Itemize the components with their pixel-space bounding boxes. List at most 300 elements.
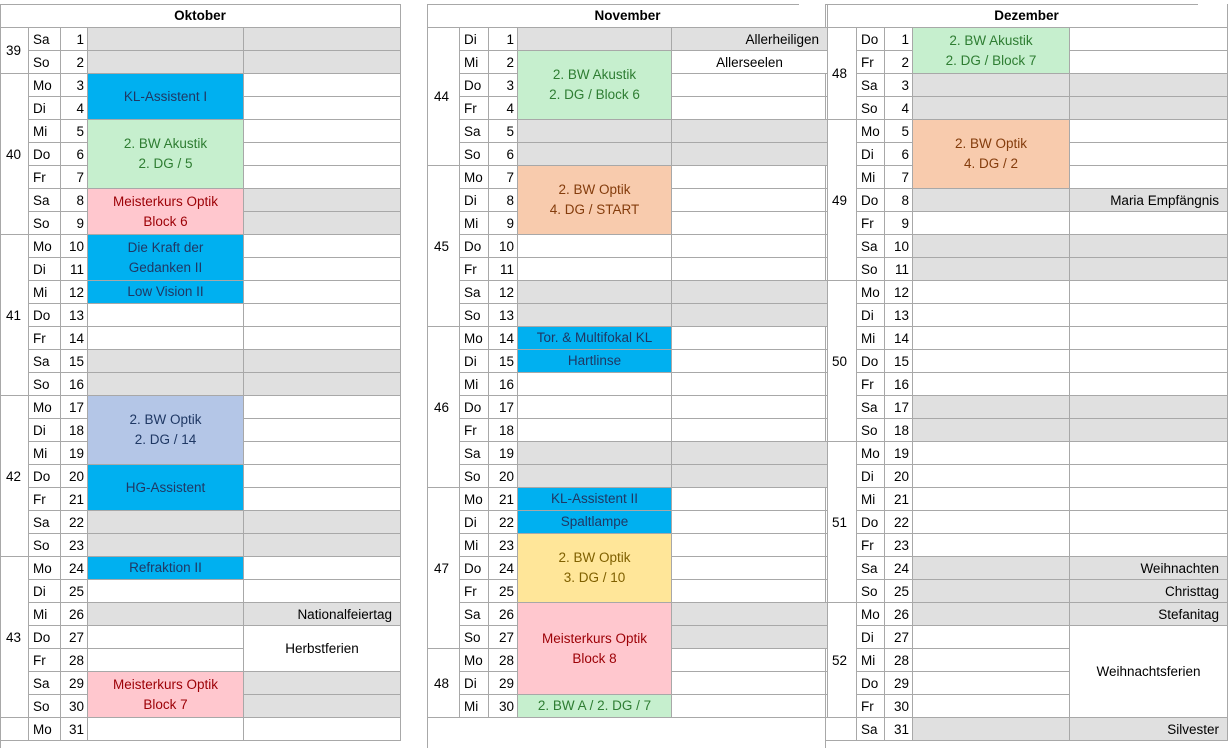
week-number-cell: 48	[826, 28, 857, 120]
date-cell: 20	[489, 465, 518, 488]
weekday-cell: Sa	[29, 350, 61, 373]
date-cell: 24	[885, 557, 913, 580]
week-number-cell	[826, 718, 857, 741]
event-slot[interactable]	[518, 373, 672, 396]
weekday-cell: Di	[460, 28, 489, 51]
course-event[interactable]: Hartlinse	[518, 350, 672, 373]
note-slot	[244, 166, 401, 189]
weekday-cell: So	[29, 534, 61, 557]
note-slot	[672, 396, 828, 419]
note-slot	[672, 350, 828, 373]
course-event[interactable]: 2. BW Akustik 2. DG / Block 7	[913, 28, 1070, 74]
weekday-cell: Do	[857, 350, 885, 373]
date-cell: 28	[61, 649, 88, 672]
date-cell: 6	[61, 143, 88, 166]
event-slot[interactable]	[88, 511, 244, 534]
course-event[interactable]: 2. BW Optik 4. DG / 2	[913, 120, 1070, 189]
note-slot	[672, 166, 828, 189]
date-cell: 4	[489, 97, 518, 120]
note-slot	[244, 580, 401, 603]
date-cell: 20	[61, 465, 88, 488]
note-slot	[1070, 281, 1228, 304]
note-slot	[1070, 327, 1228, 350]
event-slot[interactable]	[518, 28, 672, 51]
note-slot	[244, 51, 401, 74]
month-header-november: November	[428, 4, 828, 28]
event-slot[interactable]	[913, 373, 1070, 396]
date-cell: 21	[489, 488, 518, 511]
date-cell: 9	[885, 212, 913, 235]
note-slot	[672, 212, 828, 235]
note-slot	[1070, 350, 1228, 373]
weekday-cell: Mi	[460, 373, 489, 396]
event-slot[interactable]	[88, 51, 244, 74]
date-cell: 6	[489, 143, 518, 166]
date-cell: 14	[885, 327, 913, 350]
note-slot	[244, 143, 401, 166]
weekday-cell: Di	[29, 97, 61, 120]
weekday-cell: So	[857, 258, 885, 281]
holiday-note: Herbstferien	[244, 626, 401, 672]
event-slot[interactable]	[88, 580, 244, 603]
date-cell: 15	[61, 350, 88, 373]
event-slot[interactable]	[913, 511, 1070, 534]
date-cell: 23	[61, 534, 88, 557]
date-cell: 19	[61, 442, 88, 465]
weekday-cell: Mi	[29, 442, 61, 465]
weekday-cell: Fr	[29, 327, 61, 350]
note-slot	[244, 488, 401, 511]
date-cell: 31	[61, 718, 88, 741]
note-slot	[1070, 534, 1228, 557]
weekday-cell: Do	[29, 626, 61, 649]
date-cell: 13	[885, 304, 913, 327]
note-slot	[672, 488, 828, 511]
event-slot[interactable]	[518, 258, 672, 281]
date-cell: 9	[489, 212, 518, 235]
date-cell: 4	[885, 97, 913, 120]
note-slot	[1070, 74, 1228, 97]
week-number-cell: 43	[0, 557, 29, 718]
note-slot	[1070, 97, 1228, 120]
course-event[interactable]: 2. BW Akustik 2. DG / Block 6	[518, 51, 672, 120]
note-slot	[244, 235, 401, 258]
event-slot[interactable]	[913, 258, 1070, 281]
weekday-cell: Mo	[857, 281, 885, 304]
date-cell: 18	[885, 419, 913, 442]
week-number-cell: 45	[428, 166, 460, 327]
event-slot[interactable]	[518, 304, 672, 327]
course-event[interactable]: 2. BW Optik 4. DG / START	[518, 166, 672, 235]
date-cell: 23	[885, 534, 913, 557]
date-cell: 21	[61, 488, 88, 511]
weekday-cell: Fr	[460, 419, 489, 442]
date-cell: 15	[489, 350, 518, 373]
date-cell: 5	[885, 120, 913, 143]
holiday-note: Allerheiligen	[672, 28, 828, 51]
event-slot[interactable]	[913, 442, 1070, 465]
event-slot[interactable]	[88, 626, 244, 649]
weekday-cell: Mo	[857, 603, 885, 626]
event-slot[interactable]	[88, 373, 244, 396]
course-event[interactable]: Meisterkurs Optik Block 7	[88, 672, 244, 718]
date-cell: 13	[489, 304, 518, 327]
course-event[interactable]: Spaltlampe	[518, 511, 672, 534]
event-slot[interactable]	[913, 718, 1070, 741]
month-header-oktober: Oktober	[0, 4, 401, 28]
weekday-cell: Di	[29, 419, 61, 442]
date-cell: 8	[489, 189, 518, 212]
week-number-cell: 46	[428, 327, 460, 488]
weekday-cell: Mi	[460, 51, 489, 74]
event-slot[interactable]	[913, 396, 1070, 419]
weekday-cell: Fr	[460, 580, 489, 603]
weekday-cell: Sa	[29, 511, 61, 534]
date-cell: 6	[885, 143, 913, 166]
note-slot	[244, 442, 401, 465]
note-slot	[1070, 51, 1228, 74]
note-slot	[672, 74, 828, 97]
event-slot[interactable]	[518, 120, 672, 143]
event-slot[interactable]	[913, 350, 1070, 373]
course-event[interactable]: HG-Assistent	[88, 465, 244, 511]
weekday-cell: Do	[460, 396, 489, 419]
date-cell: 9	[61, 212, 88, 235]
date-cell: 30	[489, 695, 518, 718]
note-slot	[244, 672, 401, 695]
note-slot	[672, 695, 828, 718]
note-slot	[244, 28, 401, 51]
event-slot[interactable]	[88, 649, 244, 672]
weekday-cell: Mi	[29, 281, 61, 304]
weekday-cell: Mo	[29, 74, 61, 97]
note-slot	[672, 511, 828, 534]
weekday-cell: Sa	[460, 603, 489, 626]
course-event[interactable]: 2. BW Optik 3. DG / 10	[518, 534, 672, 603]
course-event[interactable]: Refraktion II	[88, 557, 244, 580]
course-event[interactable]: KL-Assistent II	[518, 488, 672, 511]
date-cell: 7	[61, 166, 88, 189]
note-slot	[244, 534, 401, 557]
date-cell: 18	[489, 419, 518, 442]
week-number-cell: 52	[826, 603, 857, 718]
weekday-cell: Mo	[460, 166, 489, 189]
note-slot	[1070, 304, 1228, 327]
holiday-note: Weihnachtsferien	[1070, 626, 1228, 718]
date-cell: 10	[885, 235, 913, 258]
weekday-cell: Di	[460, 350, 489, 373]
note-slot	[672, 235, 828, 258]
note-slot	[1070, 442, 1228, 465]
event-slot[interactable]	[518, 281, 672, 304]
weekday-cell: Do	[460, 74, 489, 97]
note-slot	[672, 258, 828, 281]
weekday-cell: Mo	[460, 327, 489, 350]
week-number-cell: 42	[0, 396, 29, 557]
event-slot[interactable]	[913, 304, 1070, 327]
weekday-cell: Fr	[857, 534, 885, 557]
date-cell: 16	[489, 373, 518, 396]
event-slot[interactable]	[518, 419, 672, 442]
note-slot	[1070, 258, 1228, 281]
note-slot	[1070, 28, 1228, 51]
note-slot	[244, 511, 401, 534]
weekday-cell: Do	[29, 465, 61, 488]
note-slot	[1070, 212, 1228, 235]
note-slot	[244, 350, 401, 373]
date-cell: 11	[489, 258, 518, 281]
note-slot	[1070, 143, 1228, 166]
note-slot	[672, 304, 828, 327]
date-cell: 27	[885, 626, 913, 649]
weekday-cell: Mi	[857, 166, 885, 189]
note-slot	[244, 97, 401, 120]
note-slot	[244, 419, 401, 442]
date-cell: 16	[61, 373, 88, 396]
weekday-cell: Mo	[460, 649, 489, 672]
event-slot[interactable]	[88, 534, 244, 557]
note-slot	[244, 396, 401, 419]
note-slot	[1070, 419, 1228, 442]
date-cell: 10	[489, 235, 518, 258]
course-event[interactable]: Meisterkurs Optik Block 6	[88, 189, 244, 235]
course-event[interactable]: 2. BW Akustik 2. DG / 5	[88, 120, 244, 189]
event-slot[interactable]	[518, 465, 672, 488]
holiday-note: Christtag	[1070, 580, 1228, 603]
date-cell: 11	[885, 258, 913, 281]
weekday-cell: Sa	[857, 557, 885, 580]
weekday-cell: Fr	[29, 649, 61, 672]
course-event[interactable]: 2. BW A / 2. DG / 7	[518, 695, 672, 718]
note-slot	[672, 465, 828, 488]
event-slot[interactable]	[913, 649, 1070, 672]
date-cell: 28	[489, 649, 518, 672]
week-number-cell: 39	[0, 28, 29, 74]
date-cell: 29	[885, 672, 913, 695]
event-slot[interactable]	[913, 626, 1070, 649]
date-cell: 26	[489, 603, 518, 626]
event-slot[interactable]	[88, 327, 244, 350]
note-slot	[1070, 373, 1228, 396]
weekday-cell: Do	[29, 143, 61, 166]
date-cell: 30	[61, 695, 88, 718]
date-cell: 26	[885, 603, 913, 626]
event-slot[interactable]	[913, 534, 1070, 557]
course-event[interactable]: Low Vision II	[88, 281, 244, 304]
week-number-cell: 50	[826, 281, 857, 442]
date-cell: 8	[885, 189, 913, 212]
week-number-cell: 49	[826, 120, 857, 281]
date-cell: 27	[489, 626, 518, 649]
event-slot[interactable]	[518, 442, 672, 465]
weekday-cell: Mo	[29, 718, 61, 741]
event-slot[interactable]	[88, 350, 244, 373]
weekday-cell: Fr	[29, 166, 61, 189]
date-cell: 1	[885, 28, 913, 51]
weekday-cell: Fr	[857, 51, 885, 74]
weekday-cell: Mo	[29, 235, 61, 258]
weekday-cell: Sa	[29, 28, 61, 51]
weekday-cell: Fr	[857, 212, 885, 235]
date-cell: 10	[61, 235, 88, 258]
event-slot[interactable]	[913, 580, 1070, 603]
holiday-note: Maria Empfängnis	[1070, 189, 1228, 212]
event-slot[interactable]	[913, 189, 1070, 212]
weekday-cell: Mo	[460, 488, 489, 511]
date-cell: 3	[61, 74, 88, 97]
weekday-cell: Do	[857, 511, 885, 534]
note-slot	[244, 258, 401, 281]
date-cell: 2	[489, 51, 518, 74]
weekday-cell: Mo	[29, 557, 61, 580]
week-number-cell: 48	[428, 649, 460, 718]
weekday-cell: Di	[857, 465, 885, 488]
course-event[interactable]: Tor. & Multifokal KL	[518, 327, 672, 350]
weekday-cell: Mi	[460, 212, 489, 235]
date-cell: 22	[61, 511, 88, 534]
month-header-dezember: Dezember	[826, 4, 1228, 28]
weekday-cell: Di	[29, 580, 61, 603]
weekday-cell: Mi	[857, 488, 885, 511]
weekday-cell: So	[857, 97, 885, 120]
note-slot	[1070, 166, 1228, 189]
weekday-cell: So	[460, 626, 489, 649]
date-cell: 31	[885, 718, 913, 741]
note-slot	[672, 281, 828, 304]
event-slot[interactable]	[913, 327, 1070, 350]
note-slot	[244, 373, 401, 396]
date-cell: 24	[489, 557, 518, 580]
weekday-cell: Do	[857, 672, 885, 695]
weekday-cell: Mi	[29, 603, 61, 626]
note-slot	[244, 465, 401, 488]
weekday-cell: Sa	[29, 189, 61, 212]
event-slot[interactable]	[913, 235, 1070, 258]
weekday-cell: Fr	[29, 488, 61, 511]
note-slot	[672, 97, 828, 120]
note-slot	[244, 74, 401, 97]
date-cell: 14	[61, 327, 88, 350]
note-slot	[244, 189, 401, 212]
weekday-cell: So	[29, 51, 61, 74]
weekday-cell: Di	[29, 258, 61, 281]
weekday-cell: Do	[460, 235, 489, 258]
course-event[interactable]: 2. BW Optik 2. DG / 14	[88, 396, 244, 465]
weekday-cell: Di	[460, 672, 489, 695]
event-slot[interactable]	[913, 419, 1070, 442]
weekday-cell: So	[460, 465, 489, 488]
note-slot	[1070, 235, 1228, 258]
date-cell: 12	[885, 281, 913, 304]
event-slot[interactable]	[913, 212, 1070, 235]
event-slot[interactable]	[913, 281, 1070, 304]
weekday-cell: So	[857, 580, 885, 603]
event-slot[interactable]	[913, 74, 1070, 97]
event-slot[interactable]	[88, 28, 244, 51]
course-event[interactable]: KL-Assistent I	[88, 74, 244, 120]
weekday-cell: So	[460, 304, 489, 327]
note-slot	[1070, 511, 1228, 534]
course-event[interactable]: Meisterkurs Optik Block 8	[518, 603, 672, 695]
weekday-cell: Sa	[29, 672, 61, 695]
column-gap	[401, 4, 428, 748]
date-cell: 29	[489, 672, 518, 695]
event-slot[interactable]	[913, 488, 1070, 511]
event-slot[interactable]	[913, 695, 1070, 718]
week-number-cell: 51	[826, 442, 857, 603]
event-slot[interactable]	[913, 557, 1070, 580]
date-cell: 3	[885, 74, 913, 97]
weekday-cell: Fr	[857, 373, 885, 396]
weekday-cell: Di	[460, 511, 489, 534]
note-slot	[244, 212, 401, 235]
weekday-cell: Mo	[857, 442, 885, 465]
note-slot	[672, 557, 828, 580]
note-slot	[672, 626, 828, 649]
date-cell: 26	[61, 603, 88, 626]
date-cell: 22	[885, 511, 913, 534]
weekday-cell: Mi	[857, 649, 885, 672]
weekday-cell: Fr	[460, 258, 489, 281]
event-slot[interactable]	[913, 603, 1070, 626]
note-slot	[244, 281, 401, 304]
weekday-cell: Do	[857, 189, 885, 212]
note-slot	[672, 327, 828, 350]
date-cell: 25	[489, 580, 518, 603]
event-slot[interactable]	[518, 396, 672, 419]
event-slot[interactable]	[518, 235, 672, 258]
weekday-cell: Sa	[857, 718, 885, 741]
date-cell: 1	[61, 28, 88, 51]
date-cell: 13	[61, 304, 88, 327]
event-slot[interactable]	[88, 603, 244, 626]
date-cell: 11	[61, 258, 88, 281]
event-slot[interactable]	[913, 672, 1070, 695]
weekday-cell: Do	[29, 304, 61, 327]
event-slot[interactable]	[88, 304, 244, 327]
event-slot[interactable]	[913, 465, 1070, 488]
date-cell: 5	[61, 120, 88, 143]
holiday-note: Allerseelen	[672, 51, 828, 74]
holiday-note: Stefanitag	[1070, 603, 1228, 626]
weekday-cell: Sa	[460, 442, 489, 465]
weekday-cell: So	[29, 695, 61, 718]
date-cell: 17	[61, 396, 88, 419]
date-cell: 8	[61, 189, 88, 212]
weekday-cell: Mi	[460, 534, 489, 557]
date-cell: 19	[489, 442, 518, 465]
course-event[interactable]: Die Kraft der Gedanken II	[88, 235, 244, 281]
note-slot	[672, 442, 828, 465]
event-slot[interactable]	[88, 718, 244, 741]
weekday-cell: So	[29, 212, 61, 235]
weekday-cell: Do	[460, 557, 489, 580]
note-slot	[244, 120, 401, 143]
weekday-cell: Sa	[857, 235, 885, 258]
date-cell: 3	[489, 74, 518, 97]
event-slot[interactable]	[913, 97, 1070, 120]
date-cell: 17	[885, 396, 913, 419]
note-slot	[672, 189, 828, 212]
week-number-cell: 47	[428, 488, 460, 649]
weekday-cell: So	[29, 373, 61, 396]
note-slot	[672, 120, 828, 143]
date-cell: 21	[885, 488, 913, 511]
weekday-cell: Do	[857, 28, 885, 51]
weekday-cell: Fr	[857, 695, 885, 718]
event-slot[interactable]	[518, 143, 672, 166]
note-slot	[1070, 120, 1228, 143]
